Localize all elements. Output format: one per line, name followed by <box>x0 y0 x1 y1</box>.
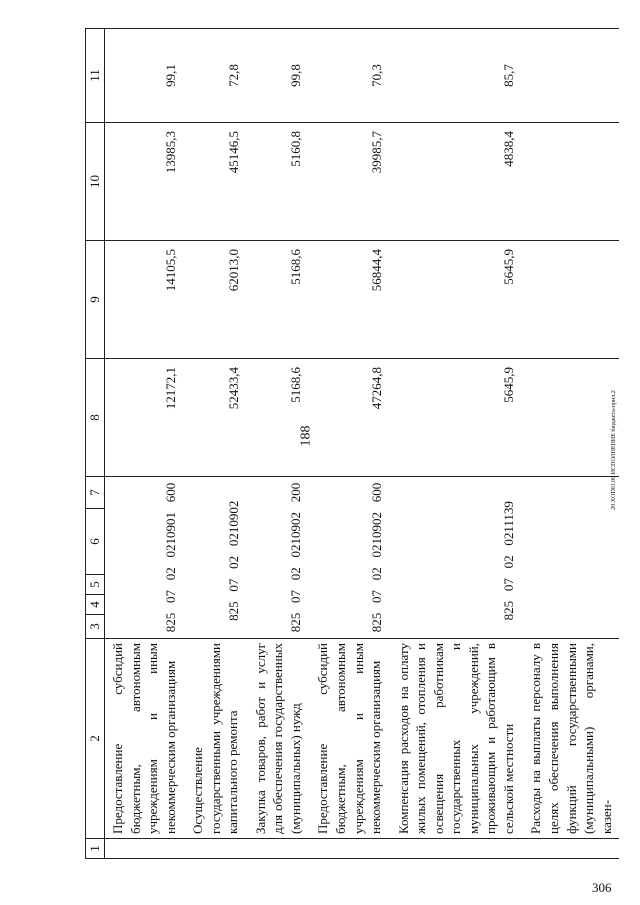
row-spacer <box>389 839 522 859</box>
value-col-10: 39985,7 <box>308 123 388 241</box>
row-spacer <box>105 839 184 859</box>
code-target: 0210902 <box>225 500 241 547</box>
code-subsection: 02 <box>225 555 241 569</box>
row-codes <box>246 477 309 639</box>
value-col-11 <box>521 29 619 123</box>
code-target: 0210901 <box>163 512 179 558</box>
value-col-11: 99,1 <box>105 29 184 123</box>
value-col-11: 85,7 <box>389 29 522 123</box>
footer-code: 20.XOD01.06 ИСПОЛНЕНИЕ бюджета-прил.2 <box>611 390 617 510</box>
value-col-11: 99,8 <box>246 29 309 123</box>
code-admin: 825 <box>368 612 384 633</box>
code-admin: 825 <box>225 601 241 621</box>
header-col-8: 8 <box>86 359 105 477</box>
header-col-9: 9 <box>86 241 105 359</box>
code-admin: 825 <box>501 600 517 621</box>
row-name: Предоставление субсидий бюджетным, автономным учреждениям и иным некоммерческим организациям <box>308 639 388 839</box>
sheet-number: 306 <box>592 880 612 895</box>
row-codes <box>389 477 522 639</box>
value-col-8: 52433,4 <box>183 359 246 477</box>
row-codes <box>183 477 246 639</box>
value-col-10: 5160,8 <box>246 123 309 241</box>
header-col-10: 10 <box>86 123 105 241</box>
table-row <box>308 29 388 859</box>
value-col-10: 45146,5 <box>183 123 246 241</box>
value-col-8 <box>521 359 619 477</box>
row-spacer <box>183 839 246 859</box>
row-name: Предоставление субсидий бюджетным, автономным учреждениям и иным некоммерческим организациям <box>105 639 184 839</box>
table-row <box>521 29 619 859</box>
row-codes <box>105 477 184 639</box>
table-row <box>246 29 309 859</box>
row-name: Расходы на выплаты персоналу в целях обеспечения выполнения функций государственными (муниципальными) органами, казен- <box>521 639 619 839</box>
code-target: 0210902 <box>288 512 304 558</box>
value-col-10: 13985,3 <box>105 123 184 241</box>
header-col-3: 3 <box>86 615 105 639</box>
value-col-9: 62013,0 <box>183 241 246 359</box>
code-section: 07 <box>288 590 304 603</box>
value-col-10: 4838,4 <box>389 123 522 241</box>
code-expense-type: 600 <box>368 482 384 503</box>
value-col-8: 47264,8 <box>308 359 388 477</box>
value-col-9: 56844,4 <box>308 241 388 359</box>
code-subsection: 02 <box>163 567 179 581</box>
row-name: Компенсация расходов на оплату жилых помещений, отопления и освещения работникам государственных и муниципальных учреждений, проживающим и работающим в сельской местности <box>389 639 522 839</box>
code-section: 07 <box>225 578 241 592</box>
code-section: 07 <box>163 590 179 603</box>
value-col-8: 5645,9 <box>389 359 522 477</box>
header-col-7: 7 <box>86 477 105 509</box>
table-row <box>105 29 184 859</box>
row-codes <box>521 477 619 639</box>
value-col-8: 12172,1 <box>105 359 184 477</box>
row-spacer <box>521 839 619 859</box>
code-expense-type: 600 <box>163 482 179 503</box>
row-spacer <box>308 839 388 859</box>
header-col-6: 6 <box>86 509 105 575</box>
header-col-4: 4 <box>86 595 105 615</box>
header-row <box>86 29 105 859</box>
value-col-9: 14105,5 <box>105 241 184 359</box>
table-row <box>183 29 246 859</box>
value-col-10 <box>521 123 619 241</box>
code-expense-type: 200 <box>288 482 304 503</box>
row-spacer <box>246 839 309 859</box>
row-name: Осуществление государственными учреждениями капитального ремонта <box>183 639 246 839</box>
table-row <box>389 29 522 859</box>
code-admin: 825 <box>163 612 179 633</box>
header-col-2: 2 <box>86 639 105 839</box>
row-codes <box>308 477 388 639</box>
code-section: 07 <box>368 590 384 603</box>
code-subsection: 02 <box>501 555 517 569</box>
value-col-11: 70,3 <box>308 29 388 123</box>
code-target: 0210902 <box>368 512 384 558</box>
value-col-9: 5645,9 <box>389 241 522 359</box>
header-col-11: 11 <box>86 29 105 123</box>
page-number: 188 <box>298 425 314 447</box>
code-subsection: 02 <box>288 567 304 581</box>
code-admin: 825 <box>288 612 304 633</box>
row-name: Закупка товаров, работ и услуг для обеспечения государственных (муниципальных) нужд <box>246 639 309 839</box>
value-col-9: 5168,6 <box>246 241 309 359</box>
code-section: 07 <box>501 578 517 592</box>
header-col-1: 1 <box>86 839 105 859</box>
header-col-5: 5 <box>86 575 105 595</box>
budget-table <box>85 28 619 859</box>
code-target: 0211139 <box>501 501 517 546</box>
value-col-9 <box>521 241 619 359</box>
code-subsection: 02 <box>368 567 384 581</box>
value-col-11: 72,8 <box>183 29 246 123</box>
value-col-8: 5168,6 <box>246 359 309 477</box>
